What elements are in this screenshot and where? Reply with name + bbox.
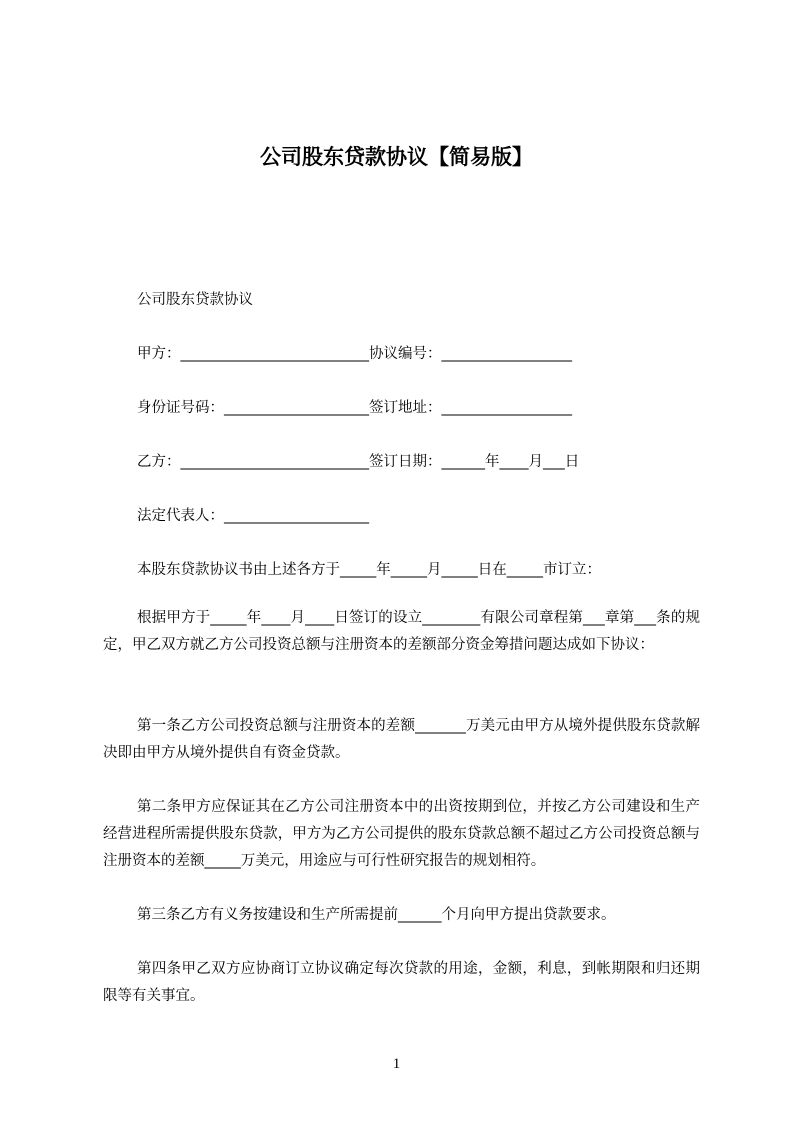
paragraph-article-2: 第二条甲方应保证其在乙方公司注册资本中的出资按期到位，并按乙方公司建设和生产经营进程所需提供股东贷款，甲方为乙方公司提供的股东贷款总额不超过乙方公司投资总额与注册资本的差额_____万美元，用途应与可行性研究报告的规划相符。 (103, 799, 700, 869)
field-legal-representative: 法定代表人：____________________ (137, 508, 369, 524)
document-subtitle: 公司股东贷款协议 (137, 292, 253, 308)
field-party-a: 甲方：__________________________协议编号：__________________ (137, 346, 572, 362)
paragraph-article-3: 第三条乙方有义务按建设和生产所需提前______个月向甲方提出贷款要求。 (137, 907, 616, 923)
paragraph-article-1: 第一条乙方公司投资总额与注册资本的差额_______万美元由甲方从境外提供股东贷款解决即由甲方从境外提供自有资金贷款。 (103, 718, 700, 761)
preamble: 本股东贷款协议书由上述各方于_____年_____月_____日在_____市订立： (137, 562, 601, 578)
field-party-b: 乙方：__________________________签订日期：______年____月___日 (137, 454, 580, 470)
paragraph-article-4: 第四条甲乙双方应协商订立协议确定每次贷款的用途，金额，利息，到帐期限和归还期限等有关事宜。 (103, 961, 700, 1004)
field-id-number: 身份证号码：____________________签订地址：__________________ (137, 400, 572, 416)
page-number: 1 (392, 1056, 401, 1072)
document-title: 公司股东贷款协议【简易版】 (260, 145, 533, 169)
paragraph-basis: 根据甲方于_____年____月____日签订的设立________有限公司章程第___章第___条的规定，甲乙双方就乙方公司投资总额与注册资本的差额部分资金筹措问题达成如下协议： (103, 610, 700, 653)
